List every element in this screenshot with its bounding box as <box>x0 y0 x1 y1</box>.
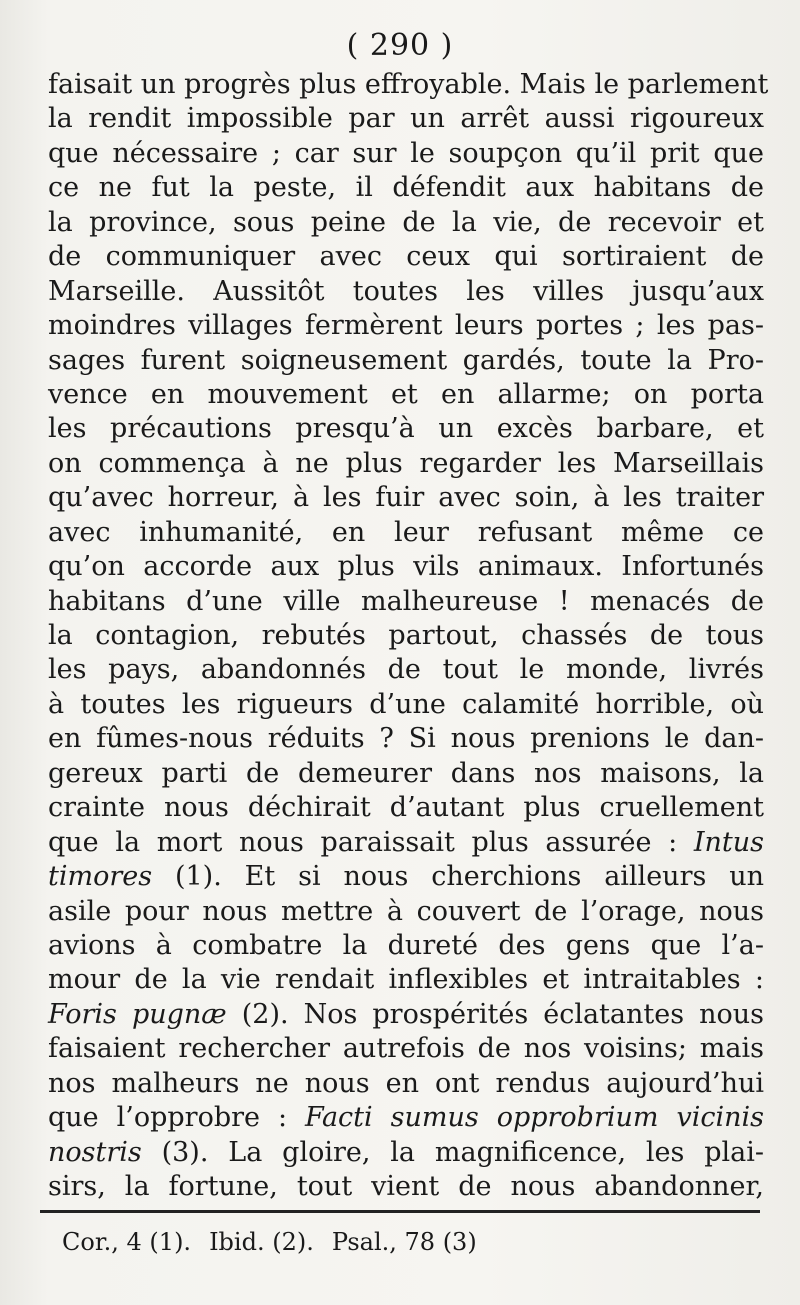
text-line <box>48 309 764 343</box>
text-segment: que nécessaire ; car sur le soupçon qu’il prit que <box>48 137 764 169</box>
page-number: ( 290 ) <box>346 28 454 63</box>
footnotes <box>62 1228 582 1256</box>
text-segment: la province, sous peine de la vie, de recevoir et <box>48 206 764 238</box>
text-segment: faisait un progrès plus effroyable. Mais le parlement <box>48 69 769 100</box>
text-segment: mour de la vie rendait inflexibles et intraitables : <box>48 964 764 996</box>
text-line <box>48 1032 764 1066</box>
text-line <box>48 1170 764 1204</box>
text-line <box>48 1136 764 1170</box>
text-line <box>48 963 764 997</box>
text-segment: asile pour nous mettre à couvert de l’orage, nous <box>48 895 764 927</box>
latin-quotation: Facti sumus opprobrium vicinis <box>305 1102 764 1134</box>
footnote-reference: Psal., 78 (3) <box>331 1228 477 1256</box>
text-segment: ce ne fut la peste, il défendit aux habitans de <box>48 172 764 204</box>
text-segment: en fûmes-nous réduits ? Si nous prenions le dan- <box>48 723 764 755</box>
text-segment: les précautions presqu’à un excès barbare, et <box>48 413 764 445</box>
text-line <box>48 412 764 446</box>
text-line <box>48 826 764 860</box>
text-line <box>48 275 764 309</box>
text-segment: la contagion, rebutés partout, chassés de tous <box>48 620 764 651</box>
text-segment: à toutes les rigueurs d’une calamité horrible, où <box>48 688 764 720</box>
text-segment: faisaient rechercher autrefois de nos voisins; mais <box>48 1033 764 1065</box>
text-line <box>48 206 764 240</box>
text-segment: (2). Nos prospérités éclatantes nous <box>226 998 765 1030</box>
text-segment: qu’on accorde aux plus vils animaux. Infortunés <box>48 551 764 583</box>
text-line <box>48 585 764 619</box>
text-segment: la rendit impossible par un arrêt aussi rigoureux <box>48 103 764 135</box>
text-line <box>48 791 764 825</box>
text-segment: vence en mouvement et en allarme; on porta <box>48 378 764 410</box>
text-segment: sages furent soigneusement gardés, toute la Pro- <box>48 344 764 376</box>
text-segment: les pays, abandonnés de tout le monde, livrés <box>48 654 764 686</box>
text-line <box>48 1067 764 1101</box>
text-line <box>48 688 764 722</box>
text-segment: (1). Et si nous cherchions ailleurs un <box>152 861 764 893</box>
text-line <box>48 68 769 102</box>
text-line <box>48 722 764 756</box>
latin-quotation: timores <box>48 861 153 893</box>
text-segment: (3). La gloire, la magnificence, les plai- <box>141 1136 764 1168</box>
text-segment: qu’avec horreur, à les fuir avec soin, à les traiter <box>48 482 764 514</box>
text-segment: Marseille. Aussitôt toutes les villes jusqu’aux <box>48 275 764 307</box>
text-line <box>48 653 764 687</box>
text-line <box>48 102 764 136</box>
text-segment: que l’opprobre : <box>48 1102 306 1134</box>
body-text <box>48 68 769 1204</box>
latin-quotation: Foris pugnæ <box>48 998 227 1030</box>
text-line <box>48 171 764 205</box>
text-line <box>48 137 764 171</box>
text-line <box>48 757 764 791</box>
text-line <box>48 550 764 584</box>
latin-quotation: Intus <box>693 826 764 858</box>
text-line <box>48 516 764 550</box>
footnote-rule <box>40 1210 760 1213</box>
latin-quotation: nostris <box>48 1136 142 1168</box>
text-line <box>48 895 764 929</box>
text-line <box>48 1101 764 1135</box>
text-line <box>48 929 764 963</box>
text-segment: avec inhumanité, en leur refusant même ce <box>48 516 764 548</box>
text-line <box>48 344 764 378</box>
text-segment: on commença à ne plus regarder les Marseillais <box>48 447 764 479</box>
footnote-reference: Cor., 4 (1). <box>62 1228 192 1256</box>
text-segment: gereux parti de demeurer dans nos maisons, la <box>48 757 764 789</box>
text-segment: que la mort nous paraissait plus assurée : <box>48 826 694 858</box>
text-segment: nos malheurs ne nous en ont rendus aujourd’hui <box>48 1067 764 1099</box>
text-segment: crainte nous déchirait d’autant plus cruellement <box>48 792 764 824</box>
text-line <box>48 998 764 1032</box>
footnote-reference: Ibid. (2). <box>209 1228 314 1256</box>
text-segment: moindres villages fermèrent leurs portes ; les pas- <box>48 310 764 342</box>
text-line <box>48 860 764 894</box>
text-line <box>48 240 764 274</box>
text-line <box>48 481 764 515</box>
text-line <box>48 378 764 412</box>
text-line <box>48 619 764 653</box>
text-segment: sirs, la fortune, tout vient de nous abandonner, <box>48 1171 764 1202</box>
text-segment: avions à combatre la dureté des gens que l’a- <box>48 929 764 961</box>
text-segment: habitans d’une ville malheureuse ! menacés de <box>48 585 764 617</box>
text-line <box>48 447 764 481</box>
text-segment: de communiquer avec ceux qui sortiraient de <box>48 241 764 273</box>
